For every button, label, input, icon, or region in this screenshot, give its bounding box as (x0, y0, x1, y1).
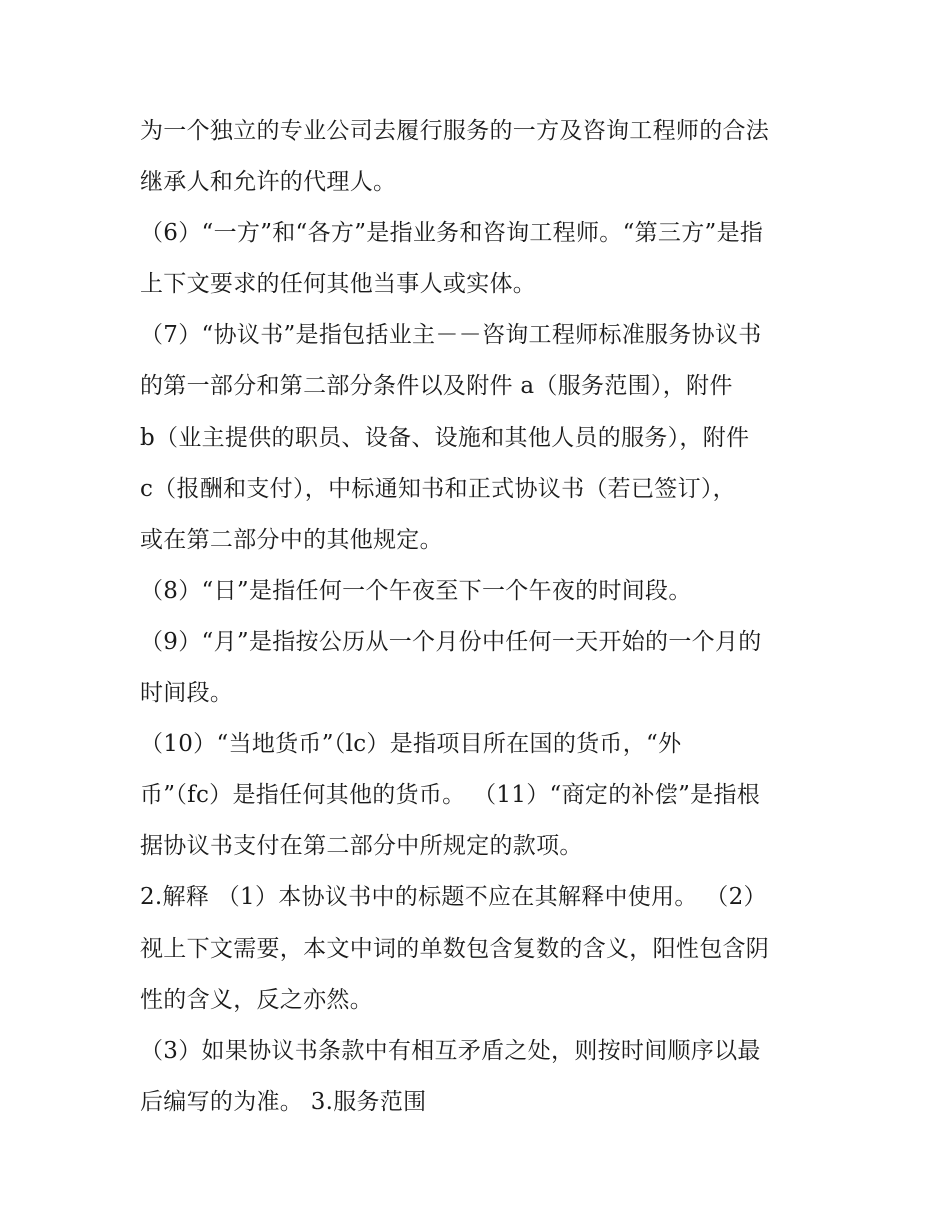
text-line: c（报酬和支付），中标通知书和正式协议书（若已签订）， (140, 475, 736, 502)
text-line: （10）“当地货币”（lc）是指项目所在国的货币，“外 (140, 731, 682, 758)
text-line: （3）如果协议书条款中有相互矛盾之处，则按时间顺序以最 (140, 1037, 761, 1064)
text-line: 继承人和允许的代理人。 (140, 169, 397, 196)
text-line: b（业主提供的职员、设备、设施和其他人员的服务），附件 (140, 424, 750, 451)
text-line: 2.解释 （1）本协议书中的标题不应在其解释中使用。 （2） (140, 884, 767, 911)
text-line: （8）“日”是指任何一个午夜至下一个午夜的时间段。 (140, 577, 692, 604)
body-text (140, 106, 820, 1128)
text-line: 的第一部分和第二部分条件以及附件 a（服务范围），附件 (140, 373, 733, 400)
text-line: 视上下文需要，本文中词的单数包含复数的含义，阳性包含阴 (140, 935, 770, 962)
text-line: 币”（fc）是指任何其他的货币。 （11）“商定的补偿”是指根 (140, 782, 761, 809)
text-line: 上下文要求的任何其他当事人或实体。 (140, 271, 537, 298)
text-line: （7）“协议书”是指包括业主－－咨询工程师标准服务协议书 (140, 322, 762, 349)
text-line: 为一个独立的专业公司去履行服务的一方及咨询工程师的合法 (140, 118, 770, 144)
text-line: （9）“月”是指按公历从一个月份中任何一天开始的一个月的 (140, 628, 762, 655)
text-line: 时间段。 (140, 680, 234, 707)
text-line: 后编写的为准。 3.服务范围 (140, 1088, 427, 1115)
text-line: （6）“一方”和“各方”是指业务和咨询工程师。“第三方”是指 (140, 220, 764, 247)
text-line: 性的含义，反之亦然。 (140, 986, 373, 1013)
text-line: 或在第二部分中的其他规定。 (140, 526, 443, 553)
text-line: 据协议书支付在第二部分中所规定的款项。 (140, 833, 583, 860)
